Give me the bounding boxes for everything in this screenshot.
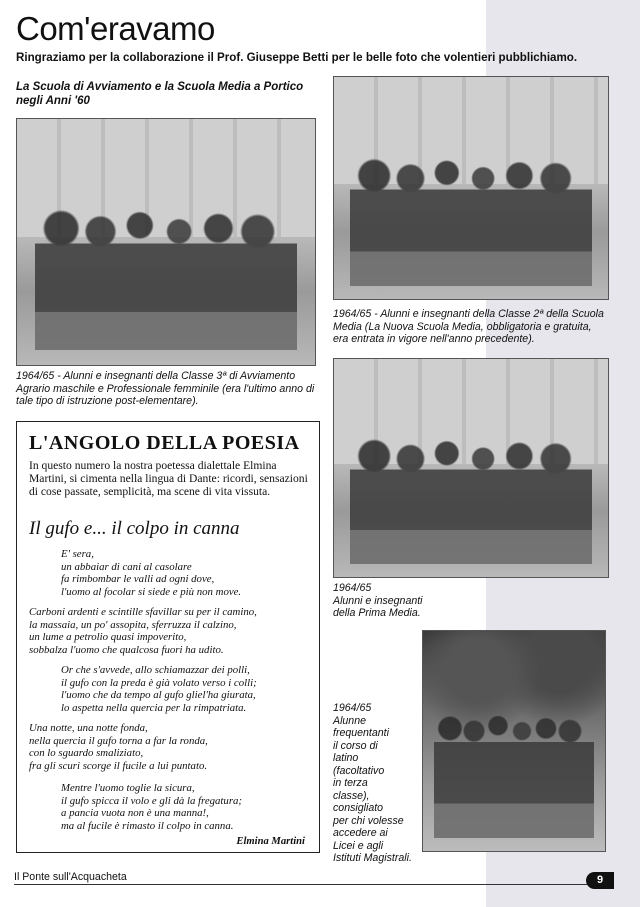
caption-photo-avviamento: 1964/65 - Alunni e insegnanti della Classe 3ª di Avviamento Agrario maschile e Professionale femminile (era l'ultimo anno di tale tipo di istruzione post-elementare).: [16, 370, 315, 407]
poem-stanza-1: E' sera, un abbaiar di cani al casolare fa rimbombar le valli ad ogni dove, l'uomo al focolar si siede e più non move.: [61, 548, 242, 598]
page-number: 9: [586, 872, 614, 889]
photo-latin-course: [422, 630, 606, 852]
poem-stanza-2: Carboni ardenti e scintille sfavillar su per il camino, la massaia, un po' assopita, sferruzza il calzino, un lume a petrolio quasi impoverito, sobbalza l'uomo che qualcosa fuori ha udito.: [29, 606, 257, 656]
publication-name: Il Ponte sull'Acquacheta: [14, 871, 127, 883]
footer-rule: [14, 884, 610, 885]
poem-title: Il gufo e... il colpo in canna: [29, 518, 240, 539]
poem-stanza-3: Or che s'avvede, allo schiamazzar dei polli, il gufo con la preda è già volato verso i colli; l'uomo che da tempo al gufo gliel'ha giurata, lo aspetta nella quercia per la rimpatriata.: [61, 664, 257, 714]
acknowledgement-line: Ringraziamo per la collaborazione il Prof. Giuseppe Betti per le belle foto che volentieri pubblichiamo.: [16, 51, 578, 64]
poem-stanza-5: Mentre l'uomo toglie la sicura, il gufo spicca il volo e gli dà la fregatura; a pancia vuota non è una manna!, ma al fucile è rimasto il colpo in canna.: [61, 782, 243, 832]
poetry-heading: L'ANGOLO DELLA POESIA: [29, 432, 300, 454]
photo-class-avviamento: [16, 118, 316, 366]
photo-class-prima-media: [333, 358, 609, 578]
caption-photo-seconda-media: 1964/65 - Alunni e insegnanti della Classe 2ª della Scuola Media (La Nuova Scuola Media, obbligatoria e gratuita, era entrata in vigore nell'anno precedente).: [333, 308, 604, 345]
poem-stanza-4: Una notte, una notte fonda, nella quercia il gufo torna a far la ronda, con lo sguardo smaliziato, fra gli scuri scorge il fucile a lui puntato.: [29, 722, 208, 772]
section-intro: La Scuola di Avviamento e la Scuola Media a Portico negli Anni '60: [16, 81, 304, 107]
caption-photo-latin-course: 1964/65 Alunne frequentanti il corso di latino (facoltativo in terza classe), consigliato per chi volesse accedere ai Licei e agli Istituti Magistrali.: [333, 702, 412, 864]
photo-class-seconda-media: [333, 76, 609, 300]
poem-author: Elmina Martini: [236, 836, 305, 847]
poetry-intro: In questo numero la nostra poetessa dialettale Elmina Martini, si cimenta nella lingua di Dante: ricordi, sensazioni di cose passate, semplicità, ma scene di vita vissuta.: [29, 459, 308, 498]
caption-photo-prima-media: 1964/65 Alunni e insegnanti della Prima Media.: [333, 582, 423, 619]
page-title: Com'eravamo: [16, 10, 215, 47]
poetry-corner-box: [16, 421, 320, 853]
